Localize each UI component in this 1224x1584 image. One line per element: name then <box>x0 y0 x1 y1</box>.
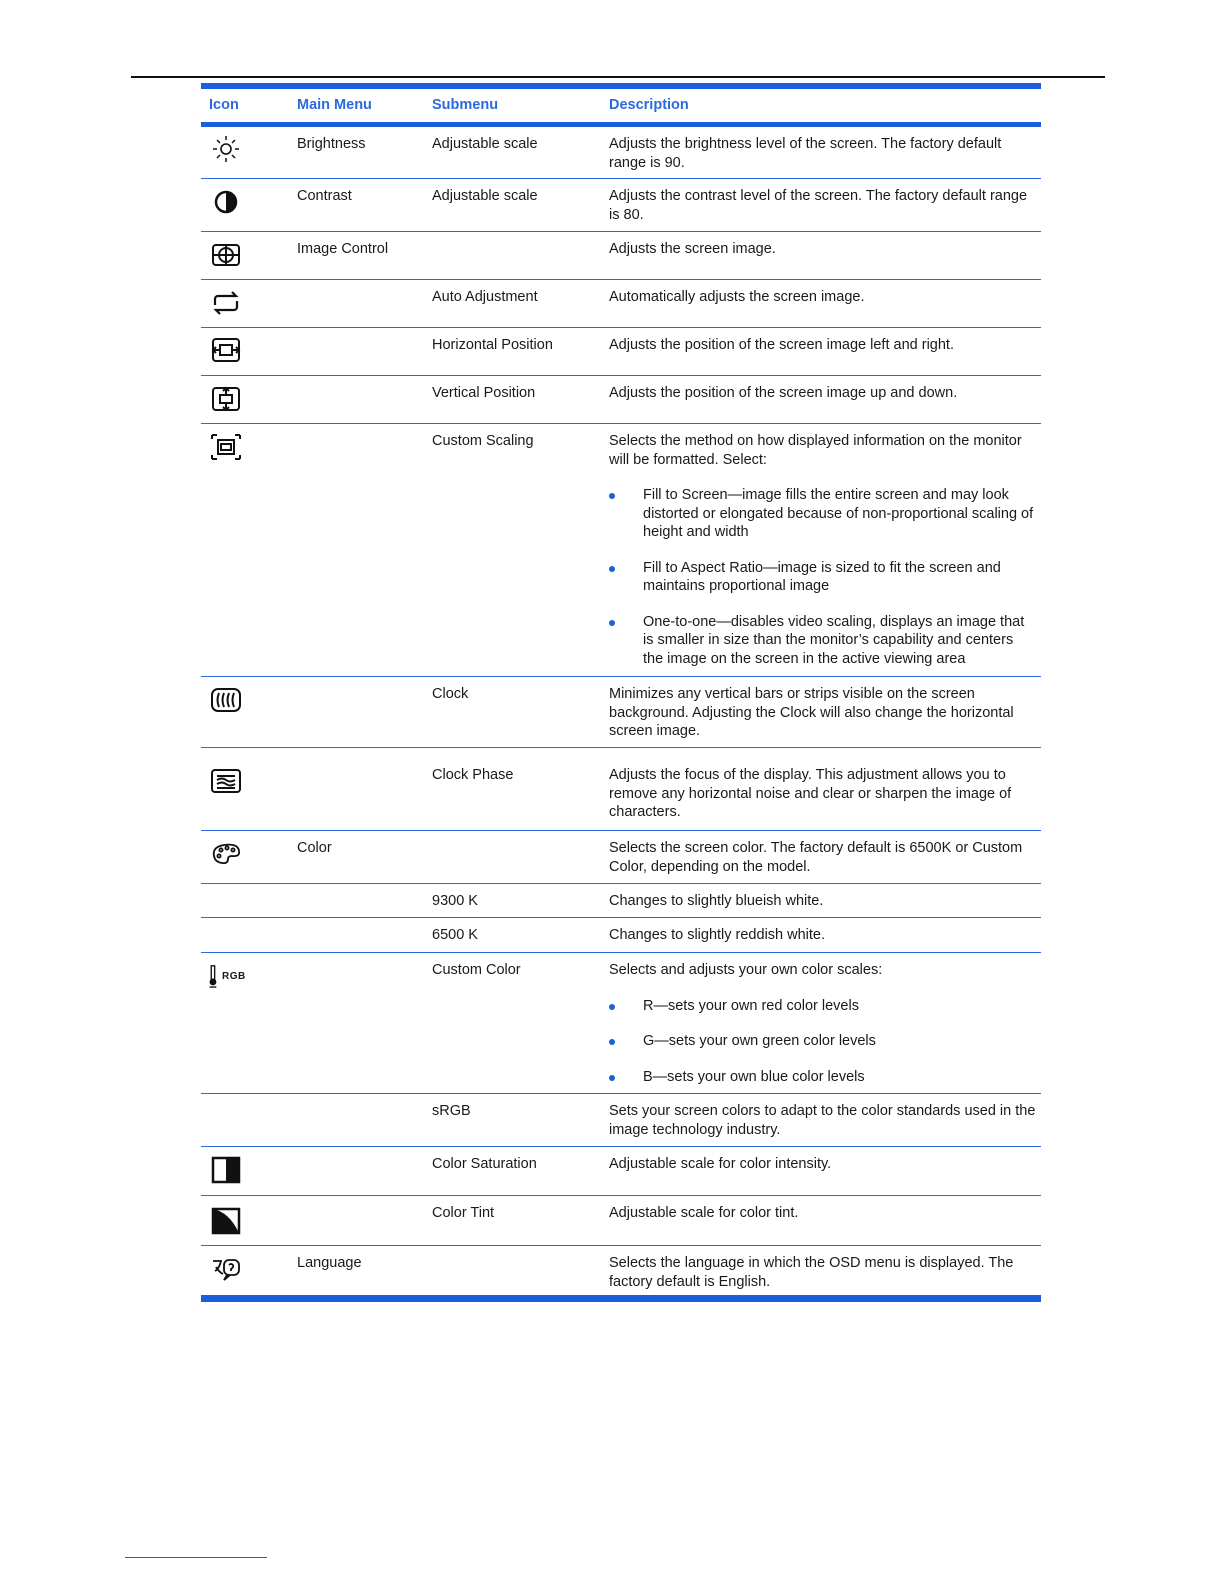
bullet-item <box>609 1032 1037 1051</box>
submenu-cell: Color Saturation <box>432 1156 537 1172</box>
page-top-rule <box>131 76 1105 78</box>
description-cell: Changes to slightly reddish white. <box>609 927 826 943</box>
table-row <box>201 127 1041 179</box>
description-cell: Adjusts the contrast level of the screen. The factory default range is 80. <box>609 188 1028 223</box>
main-menu-cell: Language <box>297 1255 362 1271</box>
custom-color-rgb-icon <box>207 961 247 991</box>
brightness-icon <box>209 134 243 164</box>
bullet-item <box>609 486 1037 542</box>
table-row <box>201 918 1041 953</box>
table-row <box>201 1147 1041 1196</box>
table-row <box>201 179 1041 232</box>
bullet-text: Fill to Aspect Ratio—image is sized to fit the screen and maintains proportional image <box>643 559 1001 594</box>
submenu-cell: Adjustable scale <box>432 188 538 204</box>
rgb-icon-text: RGB <box>222 971 246 982</box>
footnote-rule <box>125 1557 267 1558</box>
submenu-cell: Color Tint <box>432 1205 495 1221</box>
horizontal-position-icon <box>209 335 243 365</box>
clock-phase-icon <box>209 766 243 796</box>
bullet-item <box>609 997 1037 1016</box>
submenu-cell: Custom Scaling <box>432 433 534 449</box>
description-cell: Automatically adjusts the screen image. <box>609 289 865 305</box>
bullet-text: One-to-one—disables video scaling, displays an image that is smaller in size than the monitor’s capability and centers the image on the screen in the active viewing area <box>643 613 1025 667</box>
description-cell <box>609 961 1037 1086</box>
table-row <box>201 953 1041 1094</box>
submenu-cell: Horizontal Position <box>432 337 553 353</box>
table-row <box>201 376 1041 424</box>
color-saturation-icon <box>209 1155 243 1185</box>
description-cell: Selects the language in which the OSD menu is displayed. The factory default is English. <box>609 1255 1014 1290</box>
submenu-cell: Auto Adjustment <box>432 289 538 305</box>
description-cell: Adjustable scale for color tint. <box>609 1205 799 1221</box>
description-cell: Changes to slightly blueish white. <box>609 893 824 909</box>
description-text: Selects and adjusts your own color scales: <box>609 962 883 978</box>
header-main-menu: Main Menu <box>297 97 372 113</box>
description-cell: Selects the screen color. The factory default is 6500K or Custom Color, depending on the model. <box>609 840 1023 875</box>
main-menu-cell: Contrast <box>297 188 352 204</box>
color-tint-icon <box>209 1206 243 1236</box>
table-row <box>201 1246 1041 1295</box>
submenu-cell: 6500 K <box>432 927 478 943</box>
language-icon <box>209 1255 243 1285</box>
submenu-cell: Custom Color <box>432 962 521 978</box>
description-cell: Adjustable scale for color intensity. <box>609 1156 832 1172</box>
header-icon: Icon <box>209 97 239 113</box>
header-description: Description <box>609 97 689 113</box>
submenu-cell: Vertical Position <box>432 385 536 401</box>
table-row <box>201 232 1041 280</box>
description-cell <box>609 432 1037 668</box>
description-cell: Adjusts the position of the screen image left and right. <box>609 337 954 353</box>
table-row <box>201 328 1041 376</box>
image-control-icon <box>209 240 243 270</box>
description-cell: Sets your screen colors to adapt to the color standards used in the image technology industry. <box>609 1103 1036 1138</box>
header-submenu: Submenu <box>432 97 499 113</box>
auto-adjustment-icon <box>209 288 243 318</box>
description-cell: Minimizes any vertical bars or strips visible on the screen background. Adjusting the Clock will also change the horizontal screen image. <box>609 686 1014 739</box>
bullet-item <box>609 559 1037 596</box>
table-row <box>201 1094 1041 1147</box>
table-bottom-bar <box>201 1295 1041 1302</box>
table-row <box>201 280 1041 328</box>
main-menu-cell: Image Control <box>297 241 389 257</box>
bullet-text: B—sets your own blue color levels <box>643 1068 865 1085</box>
submenu-cell: Clock Phase <box>432 767 514 783</box>
table-row <box>201 1196 1041 1246</box>
bullet-text: G—sets your own green color levels <box>643 1033 876 1049</box>
description-cell: Adjusts the screen image. <box>609 241 776 257</box>
table-row <box>201 831 1041 884</box>
custom-scaling-icon <box>209 432 243 462</box>
contrast-icon <box>209 187 243 217</box>
main-menu-cell: Brightness <box>297 136 366 152</box>
description-text: Selects the method on how displayed information on the monitor will be formatted. Select: <box>609 433 1022 468</box>
submenu-cell: Clock <box>432 686 469 702</box>
clock-icon <box>209 685 243 715</box>
description-cell: Adjusts the focus of the display. This adjustment allows you to remove any horizontal noise and clear or sharpen the image of characters. <box>609 767 1012 820</box>
description-cell: Adjusts the brightness level of the screen. The factory default range is 90. <box>609 136 1002 171</box>
bullet-text: Fill to Screen—image fills the entire screen and may look distorted or elongated because of non-proportional scaling of height and width <box>643 487 1034 540</box>
submenu-cell: sRGB <box>432 1103 471 1119</box>
table-row <box>201 677 1041 748</box>
submenu-cell: 9300 K <box>432 893 478 909</box>
vertical-position-icon <box>209 384 243 414</box>
table-header <box>201 89 1041 122</box>
table-row <box>201 884 1041 918</box>
bullet-item <box>609 1068 1037 1087</box>
description-cell: Adjusts the position of the screen image up and down. <box>609 385 958 401</box>
table-row <box>201 748 1041 831</box>
table-row <box>201 424 1041 677</box>
main-menu-cell: Color <box>297 840 332 856</box>
color-palette-icon <box>209 839 243 869</box>
bullet-item <box>609 613 1037 669</box>
bullet-text: R—sets your own red color levels <box>643 997 859 1014</box>
submenu-cell: Adjustable scale <box>432 136 538 152</box>
